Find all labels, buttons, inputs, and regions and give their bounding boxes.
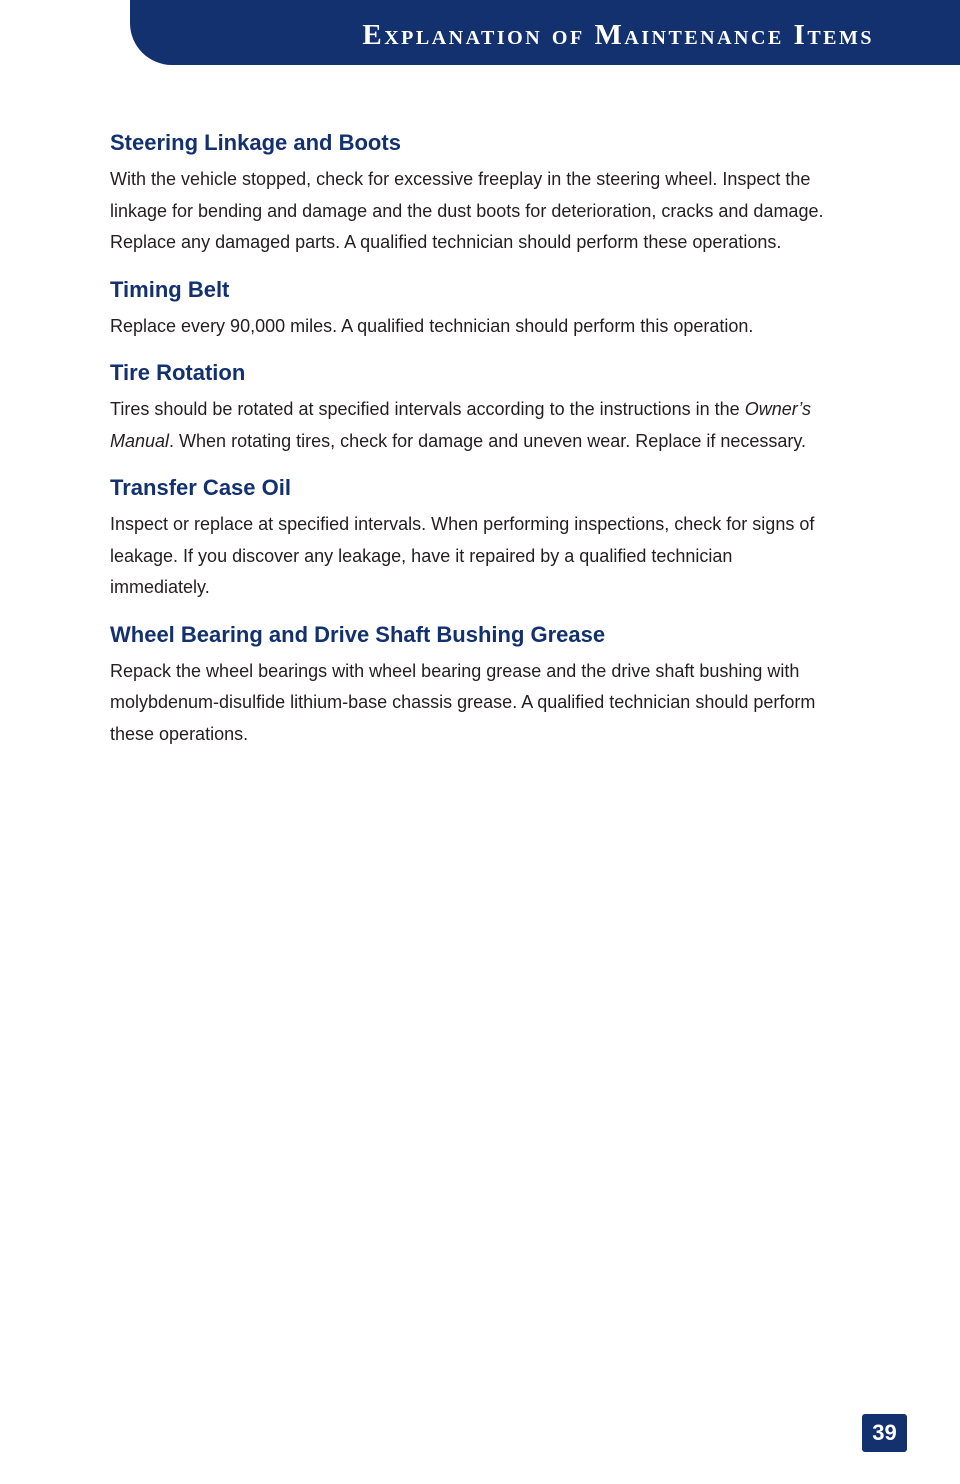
body-text-after: . When rotating tires, check for damage and uneven wear. Replace if necessary. — [169, 430, 807, 451]
section-heading: Wheel Bearing and Drive Shaft Bushing Grease — [110, 621, 606, 647]
section-tire-rotation — [110, 356, 830, 457]
section-heading: Steering Linkage and Boots — [110, 130, 401, 155]
section-heading: Tire Rotation — [110, 360, 246, 385]
section-heading: Timing Belt — [110, 276, 230, 302]
section-wheel-bearing-grease — [110, 618, 830, 751]
section-heading: Transfer Case Oil — [110, 475, 291, 500]
section-body: Inspect or replace at specified intervals. When performing inspections, check for signs of leakage. If you discover any leakage, have it repaired by a qualified technician immediately. — [110, 514, 815, 597]
section-body: Repack the wheel bearings with wheel bearing grease and the drive shaft bushing with molybdenum-disulfide lithium-base chassis grease. A qualified technician should perform these operations. — [110, 660, 816, 744]
body-text-before: Tires should be rotated at specified intervals according to the instructions in the — [110, 399, 745, 419]
section-steering-linkage — [110, 126, 830, 259]
manual-title-italic: Owner’s Manual — [110, 399, 812, 451]
section-transfer-case-oil — [110, 471, 830, 604]
page-number: 39 — [862, 1414, 907, 1452]
page-title: Explanation of Maintenance Items — [362, 19, 874, 51]
header-banner — [130, 0, 960, 65]
section-timing-belt — [110, 273, 830, 343]
section-body — [110, 394, 830, 457]
section-body: Replace every 90,000 miles. A qualified technician should perform this operation. — [110, 315, 754, 336]
main-content — [110, 126, 830, 764]
section-body: With the vehicle stopped, check for excessive freeplay in the steering wheel. Inspect the linkage for bending and damage and the dust boots for deterioration, cracks and damage. Replace any damaged parts. A qualified technician should perform these operations. — [110, 169, 824, 252]
